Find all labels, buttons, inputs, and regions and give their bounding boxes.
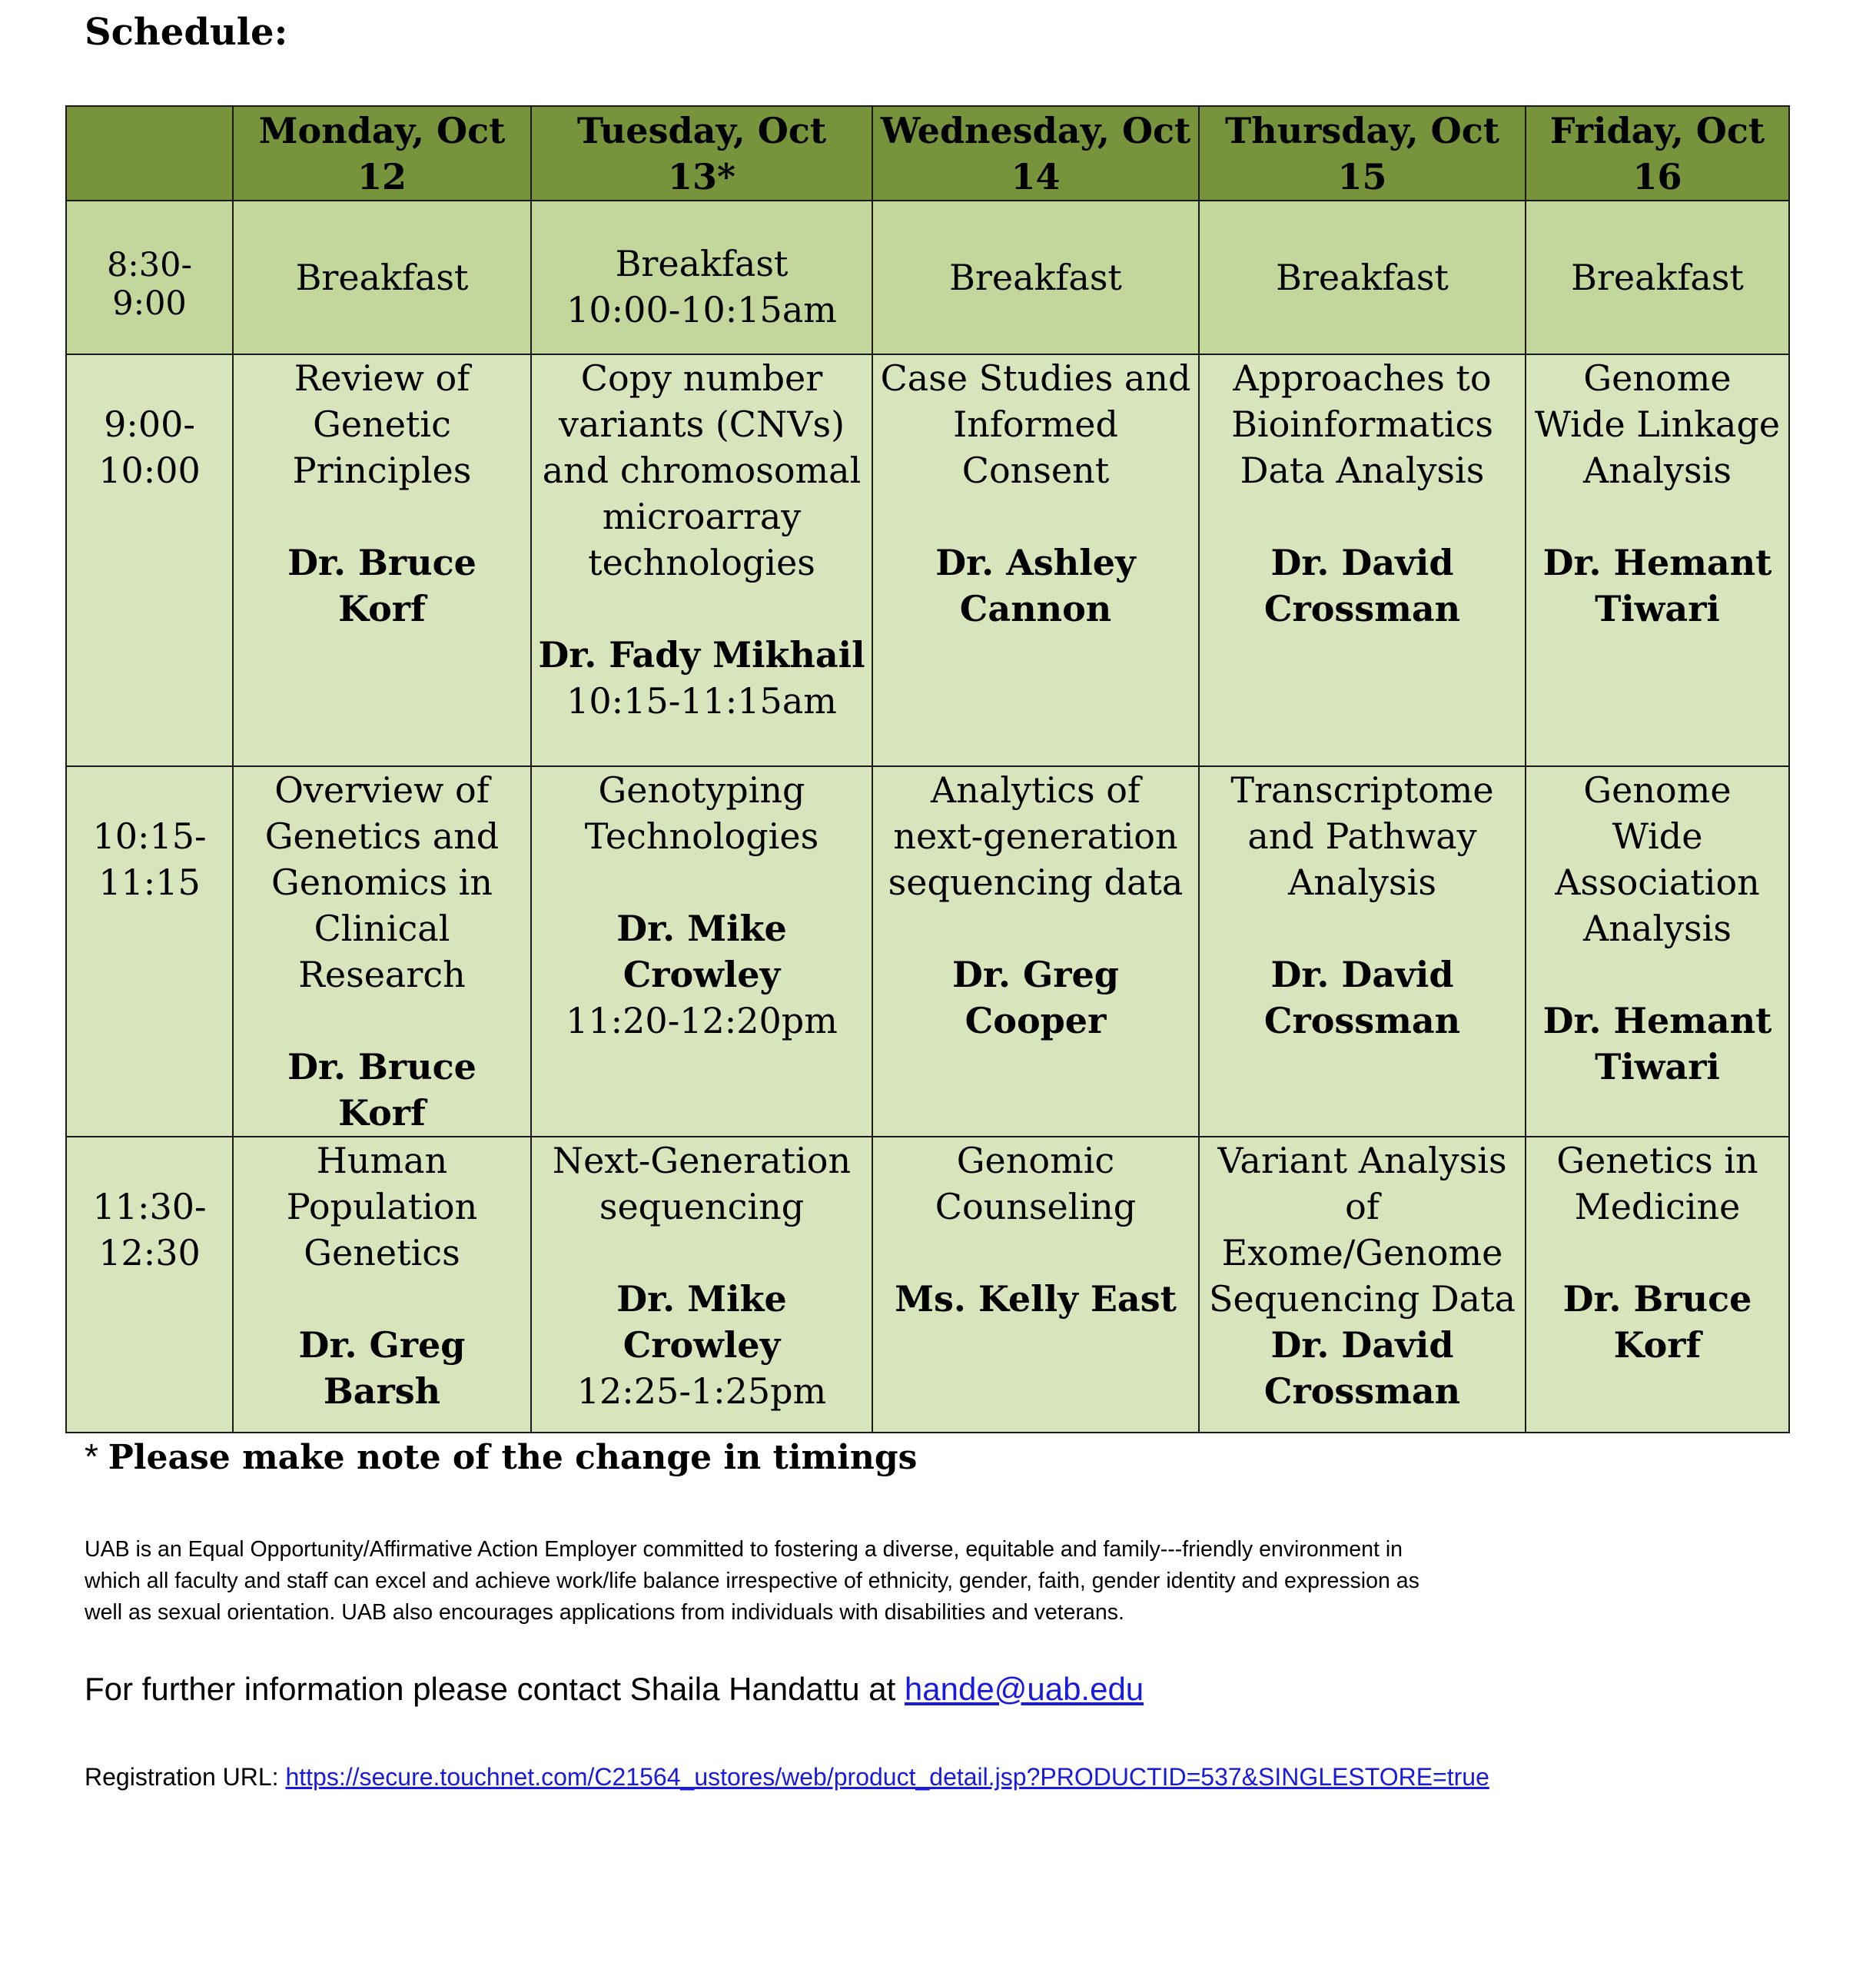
session-cell: Genetics in Medicine Dr. Bruce Korf (1526, 1137, 1789, 1433)
speaker-name: Dr. David (1270, 1324, 1454, 1366)
speaker-name: Dr. Mike (616, 908, 787, 949)
schedule-heading: Schedule: (85, 11, 288, 54)
time-cell-breakfast: 8:30- 9:00 (66, 201, 233, 354)
session-cell: Next-Generation sequencing Dr. Mike Crowley 12:25-1:25pm (531, 1137, 872, 1433)
header-row (66, 106, 1789, 201)
speaker-name: Dr. Hemant (1542, 1000, 1772, 1041)
breakfast-cell-thursday: Breakfast (1199, 201, 1526, 354)
session-cell: Overview of Genetics and Genomics in Clinical Research Dr. Bruce Korf (233, 766, 531, 1137)
breakfast-cell-wednesday: Breakfast (872, 201, 1199, 354)
speaker-name: Dr. Bruce Korf (287, 1046, 476, 1134)
session-time: 10:15-11:15am (566, 680, 837, 722)
session-cell: Transcriptome and Pathway Analysis Dr. David Crossman (1199, 766, 1526, 1137)
speaker-name: Dr. Greg Cooper (952, 954, 1119, 1041)
session-time: 11:20-12:20pm (566, 1000, 838, 1041)
session-cell: Genome Wide Linkage Analysis Dr. Hemant Tiwari (1526, 354, 1789, 766)
session-row-2 (66, 766, 1789, 1137)
speaker-name: Dr. Mike (616, 1278, 787, 1320)
time-header-cell (66, 106, 233, 201)
speaker-name: Dr. Greg (298, 1324, 466, 1366)
registration-line: Registration URL: https://secure.touchnet.com/C21564_ustores/web/product_detail.jsp?PRODUCTID=537&SINGLESTORE=true (85, 1763, 1489, 1791)
schedule-table (65, 105, 1790, 1433)
session-cell: Case Studies and Informed Consent Dr. Ashley Cannon (872, 354, 1199, 766)
session-time: 12:25-1:25pm (576, 1370, 827, 1412)
speaker-name: Ms. Kelly East (895, 1278, 1177, 1320)
time-cell-slot3: 11:30- 12:30 (66, 1137, 233, 1433)
session-row-1 (66, 354, 1789, 766)
day-header-wednesday: Wednesday, Oct 14 (872, 106, 1199, 201)
speaker-name: Dr. David (1270, 542, 1454, 583)
breakfast-cell-tuesday: Breakfast 10:00-10:15am (531, 201, 872, 354)
equal-opportunity-statement: UAB is an Equal Opportunity/Affirmative Action Employer committed to fostering a diverse, equitable and family---friendly environment in which all faculty and staff can excel and achieve work/life balance irrespective of ethnicity, gender, faith, gender identity and expression as well as sexual orientation. UAB also encourages applications from individuals with disabilities and veterans. (85, 1537, 1419, 1625)
day-header-friday: Friday, Oct 16 (1526, 106, 1789, 201)
session-cell: Copy number variants (CNVs) and chromosomal microarray technologies Dr. Fady Mikhail 10:15-11:15am (531, 354, 872, 766)
breakfast-row (66, 201, 1789, 354)
contact-line: For further information please contact Shaila Handattu at hande@uab.edu (85, 1671, 1144, 1707)
breakfast-cell-friday: Breakfast (1526, 201, 1789, 354)
speaker-name: Dr. Bruce (1562, 1278, 1752, 1320)
speaker-name: Dr. Bruce Korf (287, 542, 476, 629)
session-cell: Analytics of next-generation sequencing data Dr. Greg Cooper (872, 766, 1199, 1137)
day-header-thursday: Thursday, Oct 15 (1199, 106, 1526, 201)
session-cell: Variant Analysis of Exome/Genome Sequencing Data Dr. David Crossman (1199, 1137, 1526, 1433)
session-cell: Genomic Counseling Ms. Kelly East (872, 1137, 1199, 1433)
speaker-name: Dr. Fady Mikhail (538, 634, 865, 676)
speaker-name: Dr. Hemant (1542, 542, 1772, 583)
speaker-name: Dr. Ashley (935, 542, 1136, 583)
session-cell: Approaches to Bioinformatics Data Analysis Dr. David Crossman (1199, 354, 1526, 766)
day-header-monday: Monday, Oct 12 (233, 106, 531, 201)
breakfast-cell-monday: Breakfast (233, 201, 531, 354)
session-row-3 (66, 1137, 1789, 1433)
timing-change-note: * Please make note of the change in timings (85, 1436, 918, 1477)
time-cell-slot1: 9:00- 10:00 (66, 354, 233, 766)
session-cell: Genome Wide Association Analysis Dr. Hemant Tiwari (1526, 766, 1789, 1137)
speaker-name: Dr. David (1270, 954, 1454, 995)
session-cell: Review of Genetic Principles Dr. Bruce Korf (233, 354, 531, 766)
registration-url-link[interactable]: https://secure.touchnet.com/C21564_ustores/web/product_detail.jsp?PRODUCTID=537&SINGLESTORE=true (285, 1763, 1489, 1791)
time-cell-slot2: 10:15- 11:15 (66, 766, 233, 1137)
contact-email-link[interactable]: hande@uab.edu (904, 1671, 1144, 1707)
session-cell: Human Population Genetics Dr. Greg Barsh (233, 1137, 531, 1433)
day-header-tuesday: Tuesday, Oct 13* (531, 106, 872, 201)
session-cell: Genotyping Technologies Dr. Mike Crowley 11:20-12:20pm (531, 766, 872, 1137)
